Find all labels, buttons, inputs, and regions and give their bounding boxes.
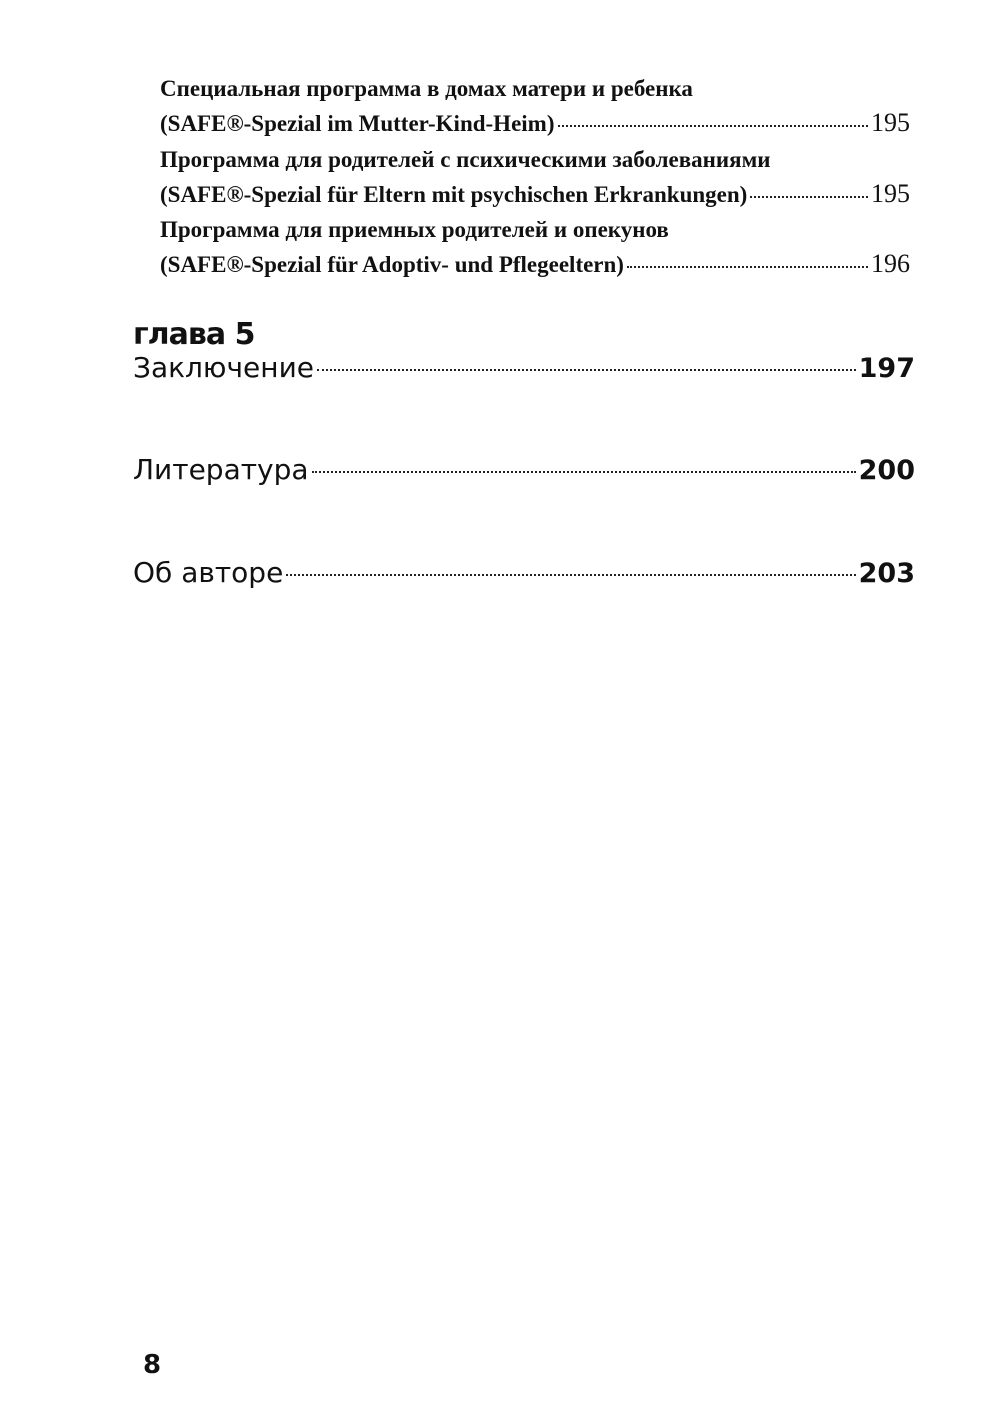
entry-page-number: 200 (858, 455, 915, 486)
entry-page-number: 195 (871, 179, 910, 208)
entry-leader-row (160, 247, 910, 282)
entry-title-de: (SAFE®-Spezial für Eltern mit psychischen Erkrankungen) (160, 182, 748, 207)
entry-title: Об авторе (133, 556, 284, 589)
entry-leader-row (160, 106, 910, 141)
toc-sub-entry (160, 143, 910, 212)
entry-page-number: 197 (858, 353, 915, 384)
entry-page-number: 196 (871, 249, 910, 278)
entry-title-ru: Программа для родителей с психическими заболеваниями (160, 147, 771, 172)
toc-sub-entry (160, 72, 910, 141)
dot-leader (750, 196, 868, 198)
entry-title-ru: Программа для приемных родителей и опекунов (160, 217, 669, 242)
dot-leader (286, 574, 855, 576)
entry-title-ru: Специальная программа в домах матери и ребенка (160, 76, 693, 101)
entry-page-number: 195 (871, 108, 910, 137)
toc-entry-about-author (133, 555, 915, 592)
entry-title-de: (SAFE®-Spezial im Mutter-Kind-Heim) (160, 111, 555, 136)
entry-title: Литература (133, 453, 309, 486)
entry-title-de: (SAFE®-Spezial für Adoptiv- und Pflegeeltern) (160, 252, 624, 277)
toc-entry-conclusion (133, 350, 915, 387)
page-number: 8 (143, 1350, 162, 1380)
dot-leader (627, 266, 868, 268)
dot-leader (558, 125, 869, 127)
entry-page-number: 203 (858, 558, 915, 589)
chapter-label: глава 5 (133, 317, 255, 352)
dot-leader (317, 369, 856, 371)
dot-leader (312, 471, 856, 473)
entry-title: Заключение (133, 351, 314, 384)
entry-leader-row (160, 177, 910, 212)
toc-entry-literature (133, 452, 915, 489)
toc-sub-entry (160, 213, 910, 282)
